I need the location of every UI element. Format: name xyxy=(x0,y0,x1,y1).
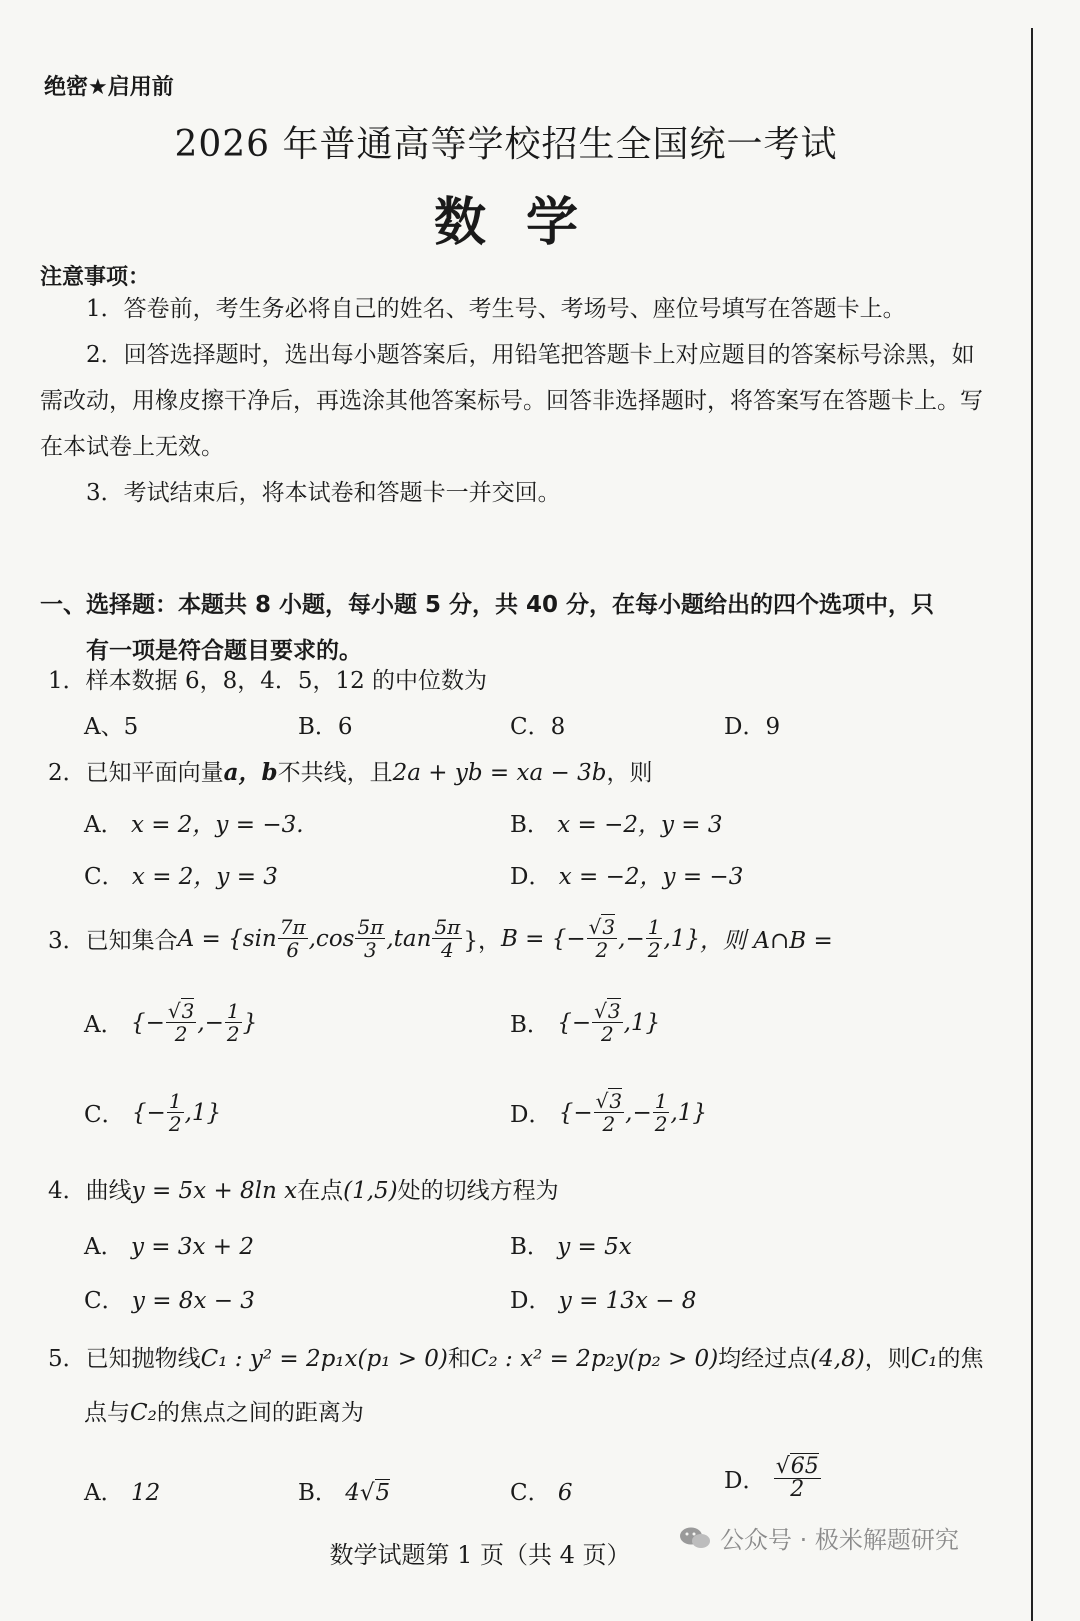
q2-option-b-text: x = −2，y = 3 xyxy=(557,812,723,838)
q4-stem-pre: 曲线 xyxy=(85,1178,132,1204)
q2-option-a xyxy=(84,806,304,839)
q3-option-b-label: B． xyxy=(510,1012,550,1038)
notice-item-3: 3．考试结束后，将本试卷和答题卡一并交回。 xyxy=(86,480,561,506)
q2-option-c-label: C． xyxy=(84,864,125,890)
q5-parabola-c2: C₂ : x² = 2p₂y(p₂ > 0) xyxy=(470,1346,719,1372)
q3-question: ，则 A∩B = xyxy=(700,928,833,954)
q3-stem-pre: 已知集合 xyxy=(85,928,178,954)
q1-option-c: C．8 xyxy=(510,714,566,740)
q2-stem-mid: 不共线，且 xyxy=(277,760,393,786)
q5-option-a: A． 12 xyxy=(84,1480,161,1506)
page-footer: 数学试题第 1 页（共 4 页） xyxy=(329,1541,631,1569)
section-heading xyxy=(40,582,1000,674)
q3-number: 3． xyxy=(48,928,86,954)
q3-separator: ,− xyxy=(618,925,645,952)
section-heading-line1: 一、选择题：本题共 8 小题，每小题 5 分，共 40 分，在每小题给出的四个选项中，只 xyxy=(40,592,935,618)
q3-set-a-close: }， xyxy=(463,928,501,954)
q1-option-a: A、5 xyxy=(84,714,139,740)
q1-option-b: B．6 xyxy=(298,714,353,740)
notice-list xyxy=(40,286,985,516)
q3-frac-5pi-3: $\frac{5\pi}{3}$ xyxy=(357,915,384,962)
q2-number: 2． xyxy=(48,760,86,786)
q2-option-c-text: x = 2，y = 3 xyxy=(131,864,278,890)
notice-item-2: 2．回答选择题时，选出每小题答案后，用铅笔把答题卡上对应题目的答案标号涂黑，如需改动，用橡皮擦干净后，再选涂其他答案标号。回答非选择题时，将答案写在答题卡上。写在本试卷上无效。 xyxy=(40,342,983,460)
q3-cos: ,cos xyxy=(308,925,355,952)
q2-option-c xyxy=(84,858,278,891)
wechat-icon xyxy=(678,1526,712,1550)
q3-option-c: C． {− $\frac{1}{2}$ ,1} xyxy=(84,1089,222,1136)
q5-option-d: D． $\frac{√65}{2}$ xyxy=(724,1454,819,1502)
q3-set-a-label: A = {sin xyxy=(177,925,277,952)
q3-frac-5pi-4: $\frac{5\pi}{4}$ xyxy=(434,915,461,962)
q3-tan: ,tan xyxy=(386,925,432,952)
q2-option-a-label: A． xyxy=(84,812,124,838)
q5-point: (4,8) xyxy=(810,1346,865,1372)
q1-option-d: D．9 xyxy=(724,714,781,740)
q3-option-a-label: A． xyxy=(84,1012,124,1038)
section-heading-line2: 有一项是符合题目要求的。 xyxy=(86,638,362,664)
q2-option-d-label: D． xyxy=(510,864,552,890)
q3-frac-1-2: $\frac{1}{2}$ xyxy=(647,915,661,962)
q4-option-c: C． y = 8x − 3 xyxy=(84,1288,255,1314)
q3-option-d: D． {− $\frac{√3}{2}$ ,− $\frac{1}{2}$ ,1} xyxy=(510,1089,708,1136)
watermark-text: 公众号 · 极米解题研究 xyxy=(720,1526,959,1554)
q3-option-c-label: C． xyxy=(84,1102,125,1128)
question-1-stem: 1．样本数据 6，8，4．5，12 的中位数为 xyxy=(48,668,488,694)
secret-mark: 绝密★启用前 xyxy=(44,75,174,100)
q5-option-c: C． 6 xyxy=(510,1480,573,1506)
q4-number: 4． xyxy=(48,1178,86,1204)
notice-item-1: 1．答卷前，考生务必将自己的姓名、考生号、考场号、座位号填写在答题卡上。 xyxy=(86,296,906,322)
question-2-stem xyxy=(48,754,652,787)
q2-option-a-text: x = 2，y = −3. xyxy=(130,812,304,838)
q4-point: (1,5) xyxy=(343,1178,398,1204)
q2-option-b xyxy=(510,806,723,839)
q3-option-d-label: D． xyxy=(510,1102,552,1128)
q3-set-b-close: ,1} xyxy=(663,925,701,952)
q4-stem-mid: 在点 xyxy=(297,1178,344,1204)
subject-title: 数学 xyxy=(433,192,618,253)
q2-stem-pre: 已知平面向量 xyxy=(85,760,224,786)
exam-title: 2026 年普通高等学校招生全国统一考试 xyxy=(174,124,838,165)
q2-equation: 2a + yb = xa − 3b xyxy=(392,760,607,786)
q2-vectors: a，b xyxy=(223,759,278,786)
q4-curve: y = 5x + 8ln x xyxy=(131,1178,298,1204)
binding-line xyxy=(1031,28,1033,1621)
question-4-stem xyxy=(48,1172,559,1205)
question-3-stem xyxy=(48,916,833,961)
q3-option-a: A． {− $\frac{√3}{2}$ ,− $\frac{1}{2}$ } xyxy=(84,999,258,1046)
q2-option-d-text: x = −2，y = −3 xyxy=(558,864,744,890)
q3-option-b: B． {− $\frac{√3}{2}$ ,1} xyxy=(510,999,661,1046)
question-5-stem-line1: 5．已知抛物线C₁ : y² = 2p₁x(p₁ > 0)和C₂ : x² = 2p₂y(p₂ > 0)均经过点(4,8)，则C₁的焦 xyxy=(48,1346,984,1372)
q3-set-b-label: B = {− xyxy=(500,925,586,952)
q2-stem-post: ，则 xyxy=(606,760,653,786)
watermark xyxy=(678,1520,959,1555)
q4-stem-post: 处的切线方程为 xyxy=(397,1178,559,1204)
q5-parabola-c1: C₁ : y² = 2p₁x(p₁ > 0) xyxy=(200,1346,448,1372)
q3-frac-sqrt3-2: $\frac{√3}{2}$ xyxy=(588,915,616,962)
q3-frac-7pi-6: $\frac{7\pi}{6}$ xyxy=(279,915,306,962)
q4-option-d: D． y = 13x − 8 xyxy=(510,1288,697,1314)
q4-option-a: A． y = 3x + 2 xyxy=(84,1234,254,1260)
q5-option-b: B． 4√5 xyxy=(298,1480,391,1506)
q4-option-b: B． y = 5x xyxy=(510,1234,632,1260)
question-5-stem-line2: 点与C₂的焦点之间的距离为 xyxy=(84,1400,364,1426)
q2-option-b-label: B． xyxy=(510,812,550,838)
notice-heading: 注意事项： xyxy=(40,265,151,290)
q2-option-d xyxy=(510,858,743,891)
